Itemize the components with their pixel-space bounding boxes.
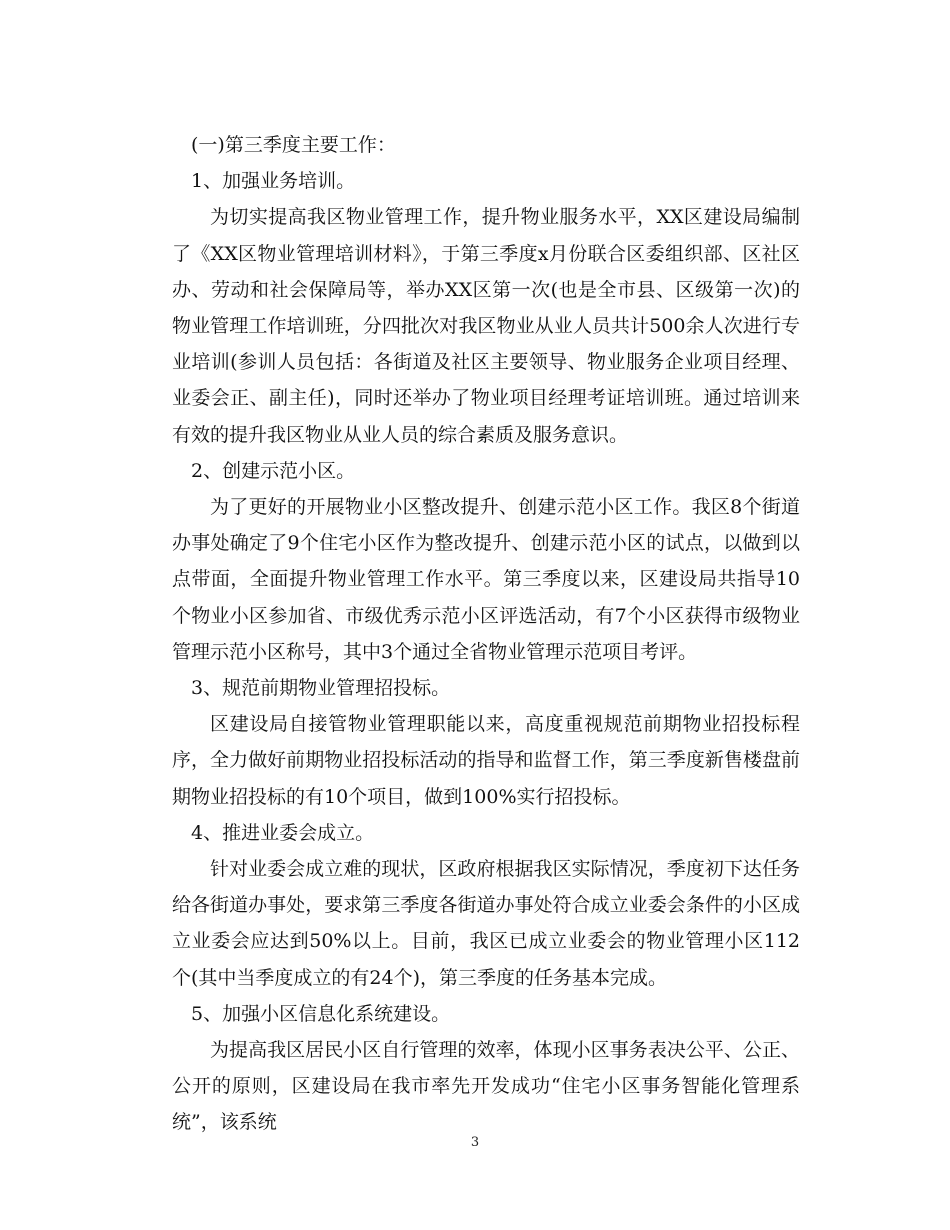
item-heading-bidding: 3、规范前期物业管理招投标。 (191, 677, 451, 700)
item-body-model-community: 为了更好的开展物业小区整改提升、创建示范小区工作。我区8个街道办事处确定了9个住宅小区作为整改提升、创建示范小区的试点，以做到以点带面，全面提升物业管理工作水平。第三季度以来，区建设局共指导10个物业小区参加省、市级优秀示范小区评选活动，有7个小区获得市级物业管理示范小区称号，其中3个通过全省物业管理示范项目考评。 (172, 496, 800, 663)
item-body-training: 为切实提高我区物业管理工作，提升物业服务水平，XX区建设局编制了《XX区物业管理培训材料》，于第三季度x月份联合区委组织部、区社区办、劳动和社会保障局等，举办XX区第一次(也是全市县、区级第一次)的物业管理工作培训班，分四批次对我区物业从业人员共计500余人次进行专业培训(参训人员包括：各街道及社区主要领导、物业服务企业项目经理、业委会正、副主任)，同时还举办了物业项目经理考证培训班。通过培训来有效的提升我区物业从业人员的综合素质及服务意识。 (172, 206, 800, 446)
item-heading-training: 1、加强业务培训。 (191, 170, 356, 193)
item-body-bidding: 区建设局自接管物业管理职能以来，高度重视规范前期物业招投标程序，全力做好前期物业招投标活动的指导和监督工作，第三季度新售楼盘前期物业招投标的有10个项目，做到100%实行招投标。 (172, 713, 800, 808)
document-body (172, 127, 800, 1141)
page-number: 3 (470, 1135, 480, 1150)
item-body-information-system: 为提高我区居民小区自行管理的效率，体现小区事务表决公平、公正、公开的原则，区建设局在我市率先开发成功“住宅小区事务智能化管理系统”，该系统 (172, 1039, 800, 1134)
item-body-owners-committee: 针对业委会成立难的现状，区政府根据我区实际情况，季度初下达任务给各街道办事处，要求第三季度各街道办事处符合成立业委会条件的小区成立业委会应达到50%以上。目前，我区已成立业委会的物业管理小区112个(其中当季度成立的有24个)，第三季度的任务基本完成。 (172, 858, 800, 989)
item-heading-information-system: 5、加强小区信息化系统建设。 (191, 1002, 451, 1025)
item-heading-model-community: 2、创建示范小区。 (191, 459, 356, 482)
section-title: (一)第三季度主要工作： (191, 134, 396, 156)
item-heading-owners-committee: 4、推进业委会成立。 (191, 821, 375, 844)
